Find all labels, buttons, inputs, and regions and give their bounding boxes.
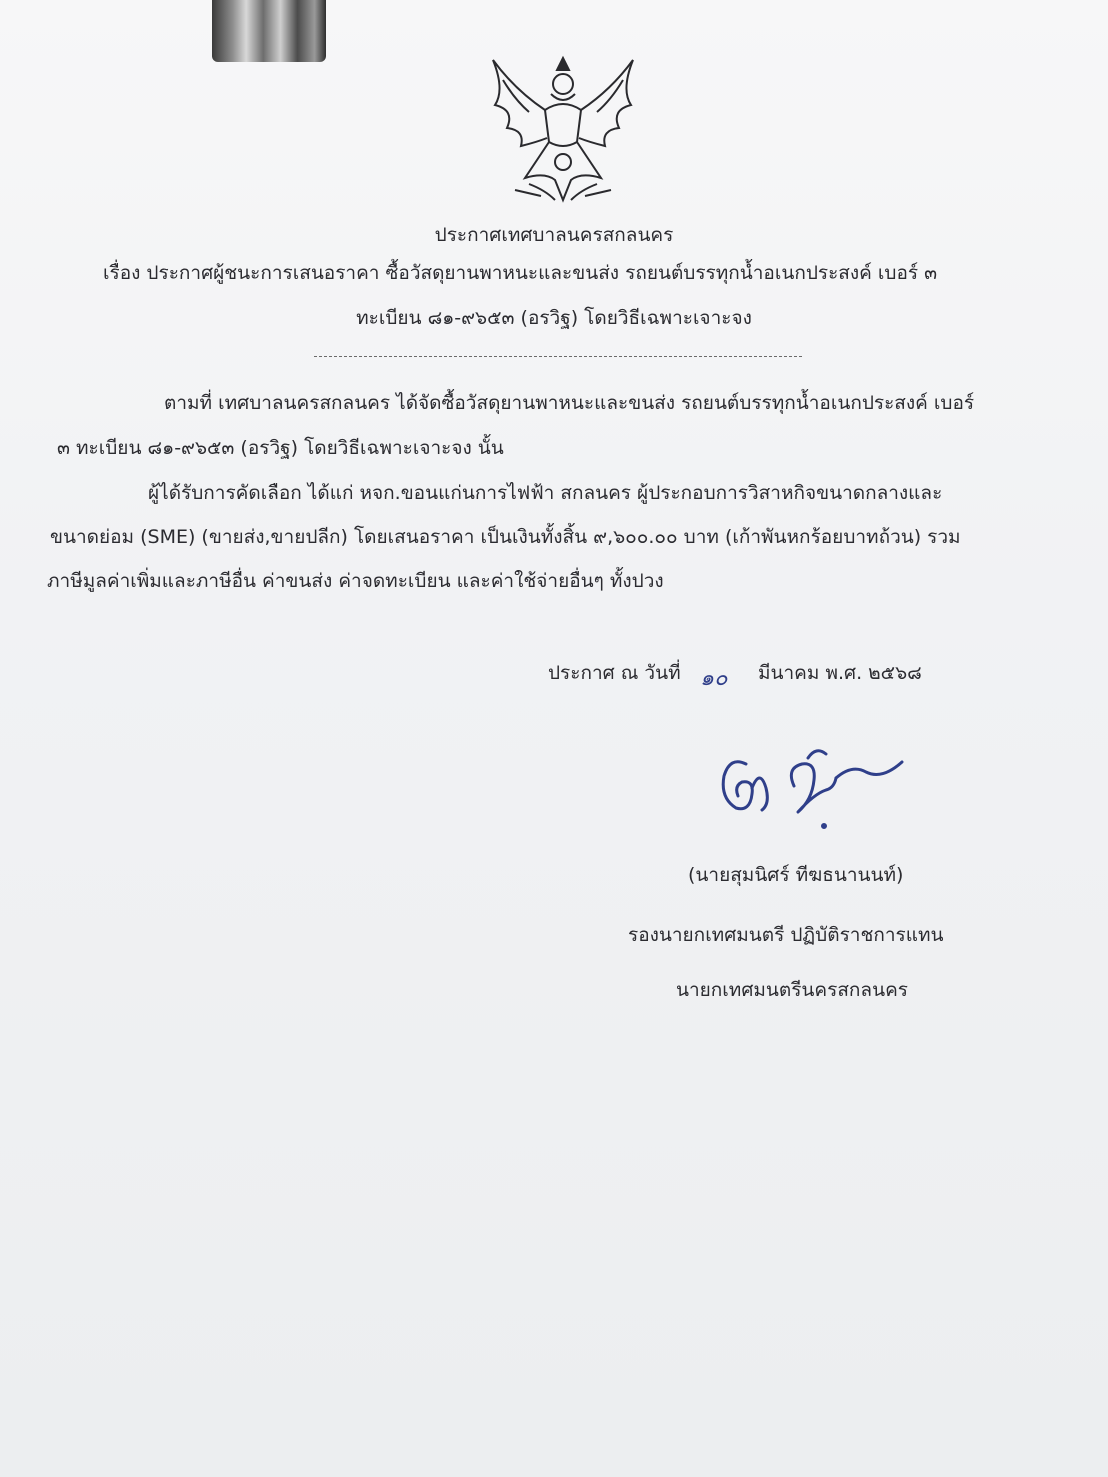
handwritten-day: ๑๐ <box>700 666 728 691</box>
paragraph-1-line-1: ตามที่ เทศบาลนครสกลนคร ได้จัดซื้อวัสดุยานพาหนะและขนส่ง รถยนต์บรรทุกน้ำอเนกประสงค์ เบอร์ <box>164 392 975 414</box>
paragraph-2-line-3: ภาษีมูลค่าเพิ่มและภาษีอื่น ค่าขนส่ง ค่าจดทะเบียน และค่าใช้จ่ายอื่นๆ ทั้งปวง <box>47 570 664 592</box>
binder-clip <box>212 0 326 62</box>
subject-line-2: ทะเบียน ๘๑-๙๖๕๓ (อรวิฐ) โดยวิธีเฉพาะเจาะจง <box>356 307 752 329</box>
garuda-emblem-icon <box>485 50 641 210</box>
signatory-name: (นายสุมนิศร์ ทีฆธนานนท์) <box>688 864 904 886</box>
paragraph-2-line-1: ผู้ได้รับการคัดเลือก ได้แก่ หจก.ขอนแก่นการไฟฟ้า สกลนคร ผู้ประกอบการวิสาหกิจขนาดกลางและ <box>148 482 943 504</box>
signatory-position-2: นายกเทศมนตรีนครสกลนคร <box>676 979 908 1001</box>
document-title: ประกาศเทศบาลนครสกลนคร <box>434 224 674 246</box>
paragraph-1-line-2: ๓ ทะเบียน ๘๑-๙๖๕๓ (อรวิฐ) โดยวิธีเฉพาะเจาะจง นั้น <box>57 437 504 459</box>
subject-line-1: เรื่อง ประกาศผู้ชนะการเสนอราคา ซื้อวัสดุยานพาหนะและขนส่ง รถยนต์บรรทุกน้ำอเนกประสงค์ เบอร์ ๓ <box>103 262 938 284</box>
signatory-position-1: รองนายกเทศมนตรี ปฏิบัติราชการแทน <box>628 924 944 946</box>
announcement-date-prefix: ประกาศ ณ วันที่ <box>548 662 681 684</box>
announcement-month-year: มีนาคม พ.ศ. ๒๕๖๘ <box>758 662 922 684</box>
handwritten-signature <box>716 738 906 830</box>
paragraph-2-line-2: ขนาดย่อม (SME) (ขายส่ง,ขายปลีก) โดยเสนอราคา เป็นเงินทั้งสิ้น ๙,๖๐๐.๐๐ บาท (เก้าพันหกร้อยบาทถ้วน) รวม <box>50 526 961 548</box>
header-divider <box>314 356 802 357</box>
